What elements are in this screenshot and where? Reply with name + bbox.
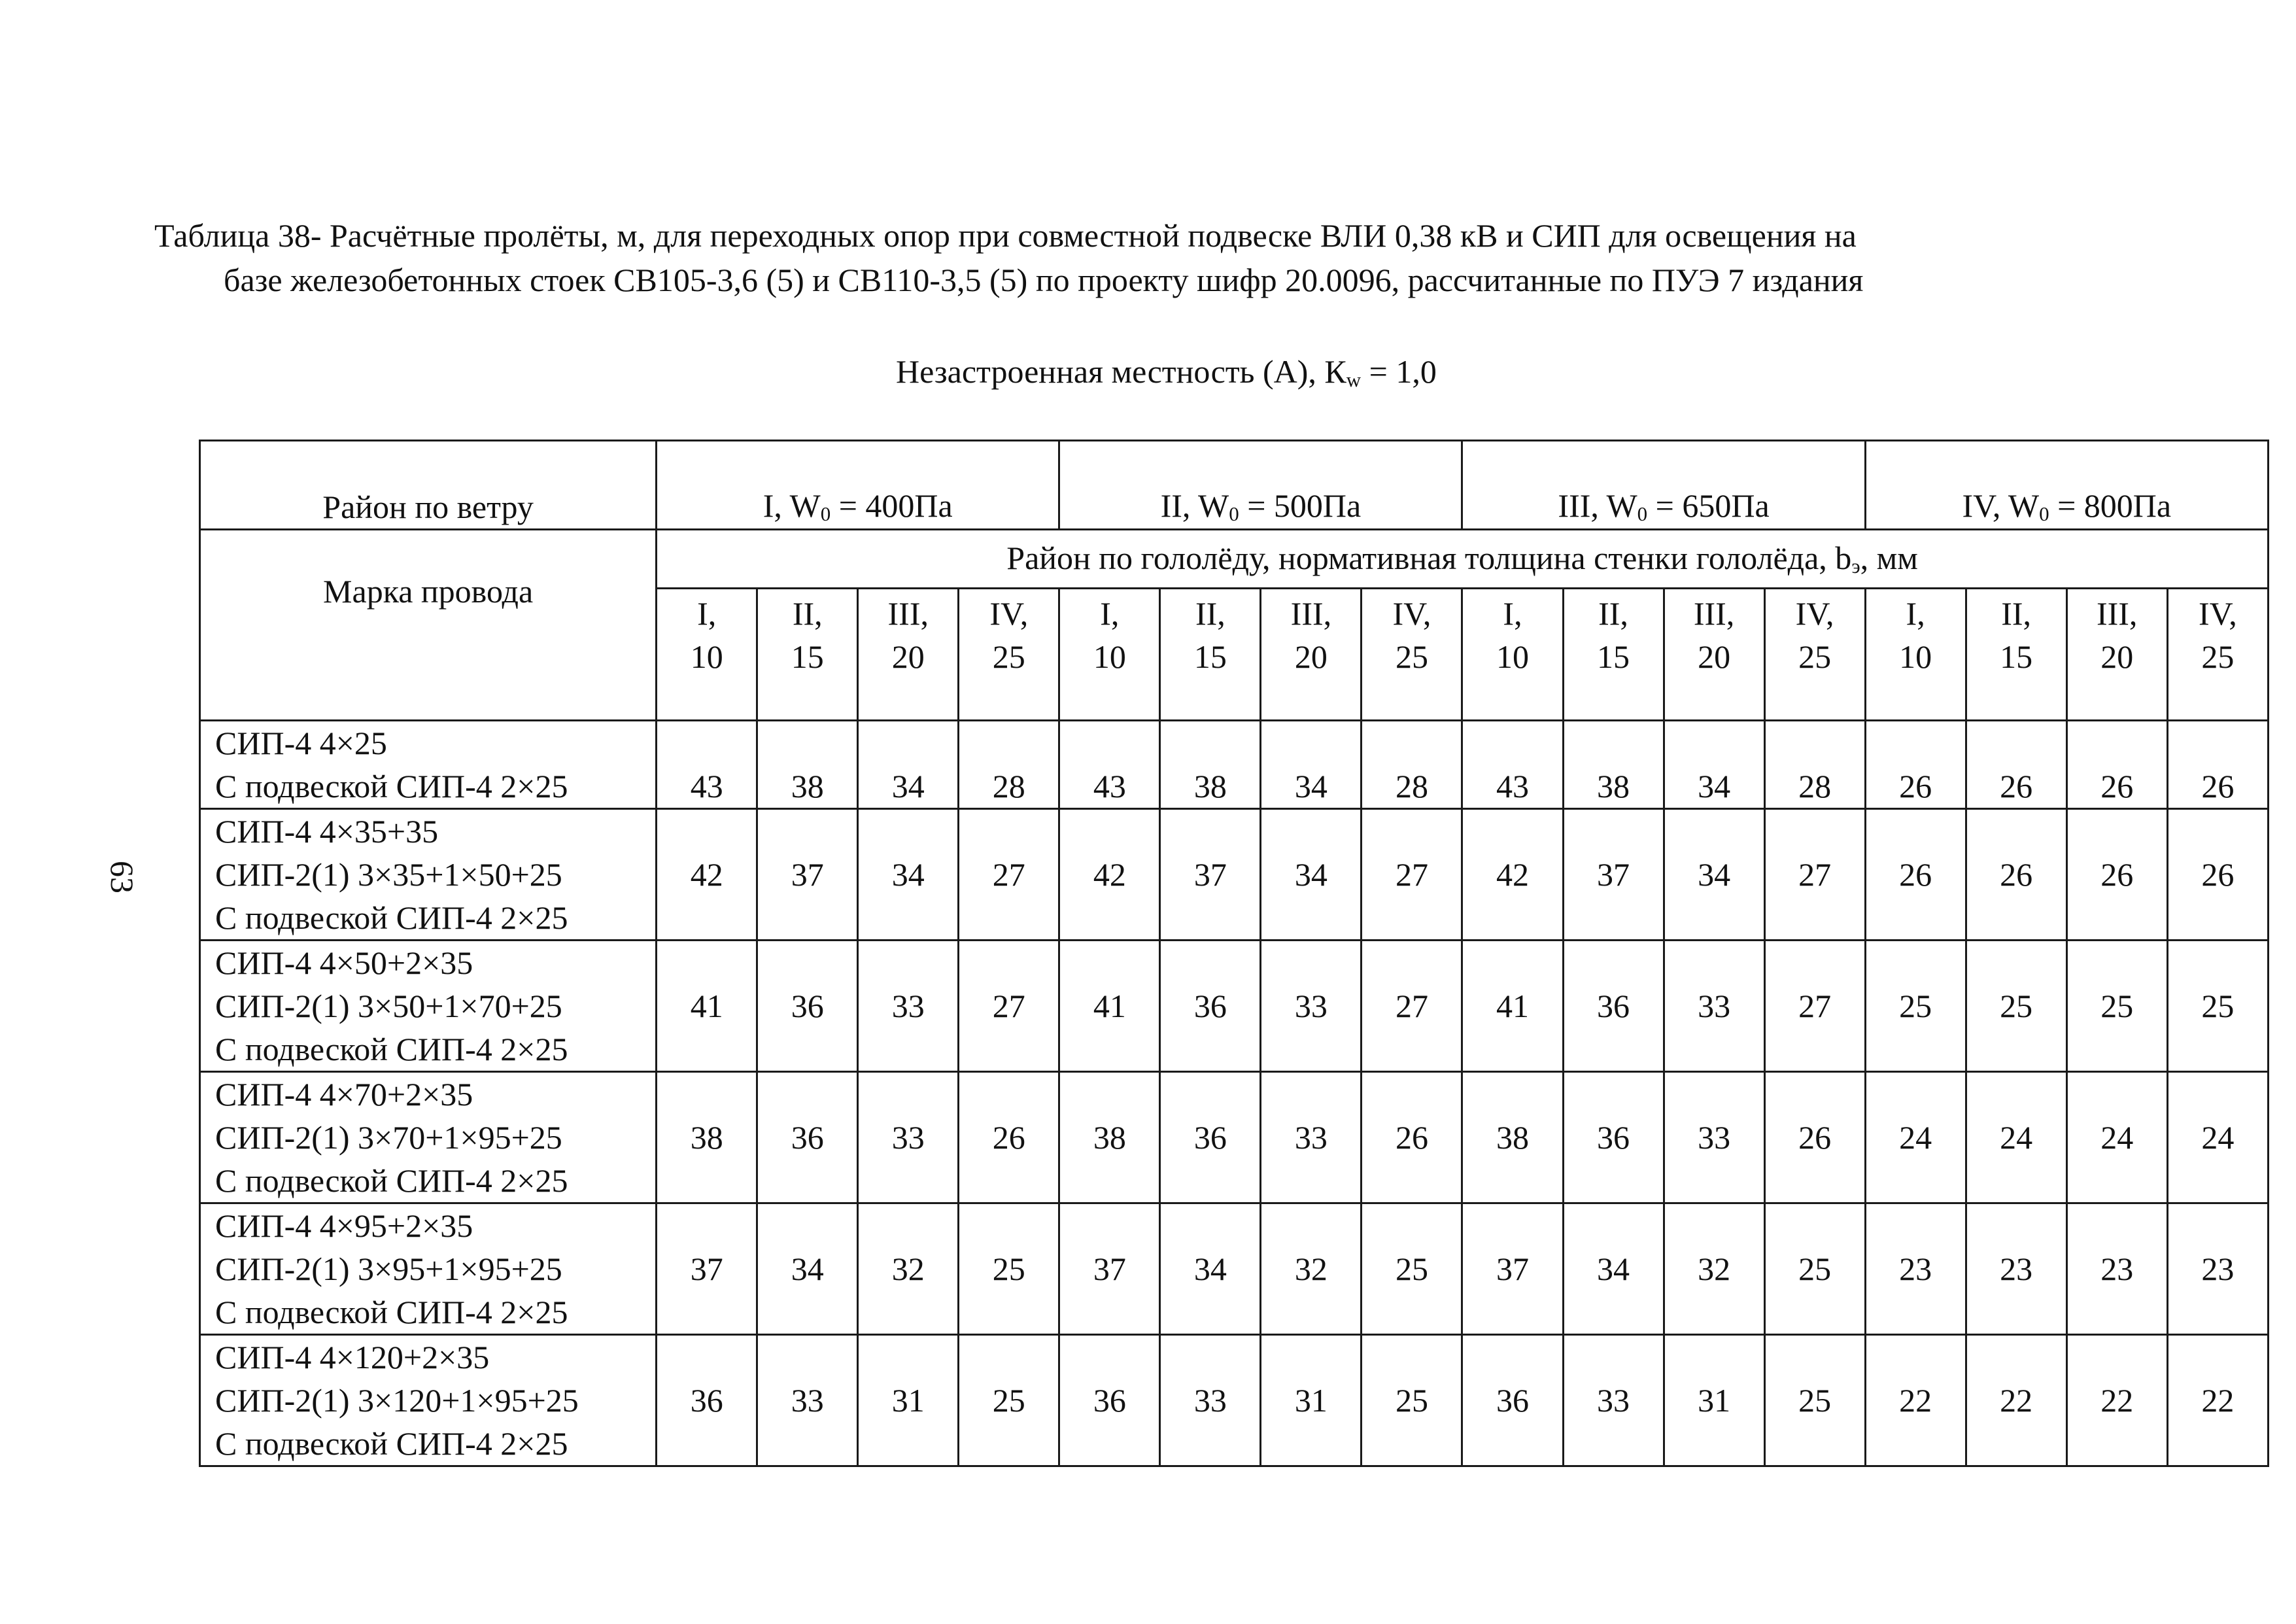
- ice-region-label: I,: [1906, 595, 1925, 632]
- wind-region-4: [1865, 441, 2268, 530]
- ice-header-unit: , мм: [1860, 540, 1918, 577]
- span-value-cell: 28: [959, 721, 1059, 809]
- table-row: [200, 1072, 2269, 1203]
- wire-mark-line: СИП-4 4×95+2×35: [215, 1207, 473, 1244]
- span-value-cell: 24: [2167, 1072, 2268, 1203]
- wire-mark-line: СИП-2(1) 3×120+1×95+25: [215, 1382, 579, 1419]
- span-value-cell: 33: [1261, 941, 1362, 1072]
- wire-mark-cell: [200, 1072, 657, 1203]
- page-number: 63: [104, 861, 141, 893]
- subtitle-subscript: w: [1346, 368, 1362, 392]
- wind-region-subscript: 0: [1229, 502, 1239, 525]
- ice-subcolumn: [1059, 589, 1160, 721]
- span-value-cell: 26: [1966, 721, 2066, 809]
- span-value-cell: 34: [858, 721, 959, 809]
- ice-region-label: III,: [1693, 595, 1735, 632]
- span-value-cell: 33: [858, 941, 959, 1072]
- span-value-cell: 37: [757, 809, 858, 941]
- wire-mark-line: С подвеской СИП-4 2×25: [215, 768, 568, 804]
- ice-subcolumn: [1664, 589, 1764, 721]
- ice-region-header: [657, 530, 2269, 589]
- span-value-cell: 34: [1160, 1203, 1261, 1335]
- wind-region-3: [1462, 441, 1865, 530]
- span-value-cell: 36: [1160, 941, 1261, 1072]
- span-value-cell: 32: [1261, 1203, 1362, 1335]
- span-value-cell: 37: [657, 1203, 757, 1335]
- ice-region-label: IV,: [2198, 595, 2237, 632]
- wind-region-subscript: 0: [1637, 502, 1648, 525]
- ice-thickness-label: 15: [1193, 638, 1227, 675]
- ice-thickness-label: 20: [1698, 638, 1731, 675]
- ice-thickness-label: 25: [1395, 638, 1428, 675]
- span-value-cell: 38: [1563, 721, 1664, 809]
- wire-mark-line: СИП-4 4×50+2×35: [215, 944, 473, 981]
- span-value-cell: 33: [1160, 1335, 1261, 1466]
- ice-thickness-label: 10: [690, 638, 723, 675]
- table-row: [200, 809, 2269, 941]
- span-value-cell: 37: [1059, 1203, 1160, 1335]
- span-value-cell: 27: [1362, 809, 1462, 941]
- span-value-cell: 31: [858, 1335, 959, 1466]
- span-value-cell: 25: [1362, 1203, 1462, 1335]
- span-value-cell: 43: [657, 721, 757, 809]
- span-value-cell: 41: [1462, 941, 1563, 1072]
- span-value-cell: 26: [2167, 721, 2268, 809]
- span-value-cell: 22: [2066, 1335, 2167, 1466]
- span-value-cell: 26: [1764, 1072, 1865, 1203]
- span-value-cell: 33: [858, 1072, 959, 1203]
- ice-subcolumn: [1362, 589, 1462, 721]
- wind-region-pressure: = 500Па: [1239, 487, 1362, 524]
- span-value-cell: 42: [657, 809, 757, 941]
- span-value-cell: 38: [657, 1072, 757, 1203]
- ice-region-row: [200, 530, 2269, 589]
- ice-subcolumn: [657, 589, 757, 721]
- span-value-cell: 38: [1160, 721, 1261, 809]
- span-value-cell: 36: [1462, 1335, 1563, 1466]
- span-value-cell: 24: [1865, 1072, 1966, 1203]
- span-value-cell: 42: [1462, 809, 1563, 941]
- wire-mark-line: С подвеской СИП-4 2×25: [215, 1425, 568, 1462]
- ice-region-label: III,: [887, 595, 929, 632]
- wire-mark-line: СИП-4 4×25: [215, 725, 387, 761]
- wire-mark-line: СИП-2(1) 3×50+1×70+25: [215, 988, 562, 1024]
- wire-mark-line: С подвеской СИП-4 2×25: [215, 899, 568, 936]
- wire-mark-line: С подвеской СИП-4 2×25: [215, 1031, 568, 1067]
- ice-subcolumn: [858, 589, 959, 721]
- ice-subcolumn: [1966, 589, 2066, 721]
- ice-region-label: IV,: [1795, 595, 1834, 632]
- span-value-cell: 34: [1261, 721, 1362, 809]
- ice-region-label: II,: [1195, 595, 1225, 632]
- span-value-cell: 34: [858, 809, 959, 941]
- span-value-cell: 36: [1563, 1072, 1664, 1203]
- span-value-cell: 33: [1664, 941, 1764, 1072]
- ice-region-label: II,: [792, 595, 823, 632]
- wind-region-subscript: 0: [820, 502, 831, 525]
- span-value-cell: 36: [1160, 1072, 1261, 1203]
- span-value-cell: 43: [1059, 721, 1160, 809]
- ice-region-label: IV,: [1392, 595, 1431, 632]
- wire-mark-cell: [200, 1203, 657, 1335]
- span-value-cell: 27: [959, 941, 1059, 1072]
- ice-thickness-label: 20: [891, 638, 925, 675]
- span-value-cell: 23: [1966, 1203, 2066, 1335]
- ice-subcolumn: [1462, 589, 1563, 721]
- wire-mark-line: С подвеской СИП-4 2×25: [215, 1162, 568, 1199]
- ice-thickness-label: 10: [1899, 638, 1932, 675]
- span-value-cell: 32: [858, 1203, 959, 1335]
- table-body: [200, 721, 2269, 1466]
- span-value-cell: 22: [1865, 1335, 1966, 1466]
- span-value-cell: 33: [757, 1335, 858, 1466]
- span-value-cell: 38: [757, 721, 858, 809]
- span-value-cell: 28: [1362, 721, 1462, 809]
- span-value-cell: 25: [1865, 941, 1966, 1072]
- span-value-cell: 31: [1261, 1335, 1362, 1466]
- table-row: [200, 721, 2269, 809]
- ice-thickness-label: 20: [1294, 638, 1328, 675]
- wire-mark-header: Марка провода: [200, 530, 657, 721]
- span-value-cell: 26: [1865, 721, 1966, 809]
- span-value-cell: 23: [1865, 1203, 1966, 1335]
- span-value-cell: 38: [1462, 1072, 1563, 1203]
- ice-subcolumn: [757, 589, 858, 721]
- span-value-cell: 36: [757, 1072, 858, 1203]
- span-value-cell: 26: [1865, 809, 1966, 941]
- span-value-cell: 25: [959, 1203, 1059, 1335]
- span-value-cell: 36: [757, 941, 858, 1072]
- span-value-cell: 25: [1764, 1203, 1865, 1335]
- ice-thickness-label: 10: [1093, 638, 1126, 675]
- span-value-cell: 33: [1261, 1072, 1362, 1203]
- wind-region-2: [1059, 441, 1462, 530]
- wire-mark-line: СИП-4 4×35+35: [215, 813, 439, 850]
- span-value-cell: 25: [2167, 941, 2268, 1072]
- ice-subcolumn: [959, 589, 1059, 721]
- wind-region-label: I, W: [762, 487, 821, 524]
- span-value-cell: 34: [1261, 809, 1362, 941]
- ice-header-text: Район по гололёду, нормативная толщина стенки гололёда, b: [1006, 540, 1852, 577]
- wire-mark-cell: [200, 809, 657, 941]
- wind-region-pressure: = 650Па: [1647, 487, 1770, 524]
- span-value-cell: 34: [1664, 809, 1764, 941]
- span-value-cell: 36: [657, 1335, 757, 1466]
- ice-thickness-label: 20: [2100, 638, 2134, 675]
- span-value-cell: 22: [2167, 1335, 2268, 1466]
- span-value-cell: 34: [1563, 1203, 1664, 1335]
- ice-subcolumn: [1261, 589, 1362, 721]
- span-value-cell: 27: [1764, 941, 1865, 1072]
- ice-thickness-label: 25: [992, 638, 1025, 675]
- span-value-cell: 33: [1664, 1072, 1764, 1203]
- table-row: [200, 1203, 2269, 1335]
- span-value-cell: 26: [2167, 809, 2268, 941]
- ice-region-label: III,: [2096, 595, 2138, 632]
- ice-thickness-label: 10: [1496, 638, 1529, 675]
- wind-region-label: IV, W: [1962, 487, 2040, 524]
- ice-region-label: IV,: [989, 595, 1029, 632]
- span-value-cell: 27: [1362, 941, 1462, 1072]
- wire-mark-line: СИП-2(1) 3×35+1×50+25: [215, 856, 562, 893]
- wire-mark-line: СИП-2(1) 3×70+1×95+25: [215, 1119, 562, 1156]
- span-value-cell: 26: [1362, 1072, 1462, 1203]
- span-value-cell: 43: [1462, 721, 1563, 809]
- subtitle-text: Незастроенная местность (А), К: [896, 353, 1346, 390]
- ice-region-label: I,: [697, 595, 717, 632]
- wind-region-1: [657, 441, 1059, 530]
- ice-region-label: II,: [2001, 595, 2032, 632]
- wind-region-label: III, W: [1558, 487, 1637, 524]
- ice-thickness-label: 15: [1597, 638, 1630, 675]
- wind-region-pressure: = 800Па: [2049, 487, 2172, 524]
- span-value-cell: 26: [959, 1072, 1059, 1203]
- wire-mark-line: СИП-4 4×120+2×35: [215, 1339, 490, 1375]
- wind-region-subscript: 0: [2039, 502, 2049, 525]
- wire-mark-line: СИП-2(1) 3×95+1×95+25: [215, 1251, 562, 1287]
- ice-subcolumn: [1764, 589, 1865, 721]
- span-value-cell: 27: [959, 809, 1059, 941]
- span-value-cell: 34: [757, 1203, 858, 1335]
- subtitle-value: = 1,0: [1361, 353, 1437, 390]
- span-value-cell: 36: [1563, 941, 1664, 1072]
- span-value-cell: 33: [1563, 1335, 1664, 1466]
- ice-thickness-label: 25: [1798, 638, 1832, 675]
- ice-region-label: I,: [1503, 595, 1522, 632]
- wind-region-header: Район по ветру: [200, 441, 657, 530]
- span-value-cell: 32: [1664, 1203, 1764, 1335]
- ice-subcolumn: [1865, 589, 1966, 721]
- wire-mark-cell: [200, 721, 657, 809]
- span-value-cell: 25: [959, 1335, 1059, 1466]
- span-value-cell: 25: [2066, 941, 2167, 1072]
- caption-line-2: базе железобетонных стоек СВ105-3,6 (5) и СВ110-3,5 (5) по проекту шифр 20.0096, рассчитанные по ПУЭ 7 издания: [224, 262, 1864, 298]
- spans-table: [199, 440, 2269, 1467]
- wire-mark-line: СИП-4 4×70+2×35: [215, 1076, 473, 1113]
- span-value-cell: 23: [2167, 1203, 2268, 1335]
- span-value-cell: 34: [1664, 721, 1764, 809]
- span-value-cell: 25: [1966, 941, 2066, 1072]
- span-value-cell: 37: [1160, 809, 1261, 941]
- span-value-cell: 25: [1764, 1335, 1865, 1466]
- ice-region-label: I,: [1100, 595, 1120, 632]
- span-value-cell: 41: [1059, 941, 1160, 1072]
- ice-thickness-label: 25: [2201, 638, 2235, 675]
- wind-region-row: [200, 441, 2269, 530]
- span-value-cell: 37: [1563, 809, 1664, 941]
- span-value-cell: 31: [1664, 1335, 1764, 1466]
- table-caption: [154, 213, 2168, 302]
- table-header: [200, 441, 2269, 721]
- span-value-cell: 37: [1462, 1203, 1563, 1335]
- span-value-cell: 24: [1966, 1072, 2066, 1203]
- span-value-cell: 22: [1966, 1335, 2066, 1466]
- wire-mark-cell: [200, 941, 657, 1072]
- ice-subcolumn: [2066, 589, 2167, 721]
- table-row: [200, 1335, 2269, 1466]
- ice-thickness-label: 15: [791, 638, 824, 675]
- span-value-cell: 26: [2066, 721, 2167, 809]
- span-value-cell: 24: [2066, 1072, 2167, 1203]
- ice-subcolumn: [1563, 589, 1664, 721]
- ice-subcolumn: [1160, 589, 1261, 721]
- wire-mark-line: С подвеской СИП-4 2×25: [215, 1294, 568, 1330]
- span-value-cell: 41: [657, 941, 757, 1072]
- terrain-subtitle: [896, 349, 1437, 402]
- span-value-cell: 42: [1059, 809, 1160, 941]
- wind-region-label: II, W: [1160, 487, 1229, 524]
- span-value-cell: 26: [1966, 809, 2066, 941]
- ice-region-label: II,: [1598, 595, 1628, 632]
- ice-subcolumn: [2167, 589, 2268, 721]
- caption-line-1: Таблица 38- Расчётные пролёты, м, для переходных опор при совместной подвеске ВЛИ 0,38 кВ и СИП для освещения на: [154, 217, 1857, 254]
- span-value-cell: 25: [1362, 1335, 1462, 1466]
- wire-mark-cell: [200, 1335, 657, 1466]
- span-value-cell: 26: [2066, 809, 2167, 941]
- ice-thickness-label: 15: [2000, 638, 2033, 675]
- span-value-cell: 38: [1059, 1072, 1160, 1203]
- wind-region-pressure: = 400Па: [831, 487, 953, 524]
- span-value-cell: 36: [1059, 1335, 1160, 1466]
- table-row: [200, 941, 2269, 1072]
- span-value-cell: 28: [1764, 721, 1865, 809]
- span-value-cell: 27: [1764, 809, 1865, 941]
- ice-region-label: III,: [1290, 595, 1332, 632]
- span-value-cell: 23: [2066, 1203, 2167, 1335]
- ice-header-subscript: э: [1851, 555, 1860, 578]
